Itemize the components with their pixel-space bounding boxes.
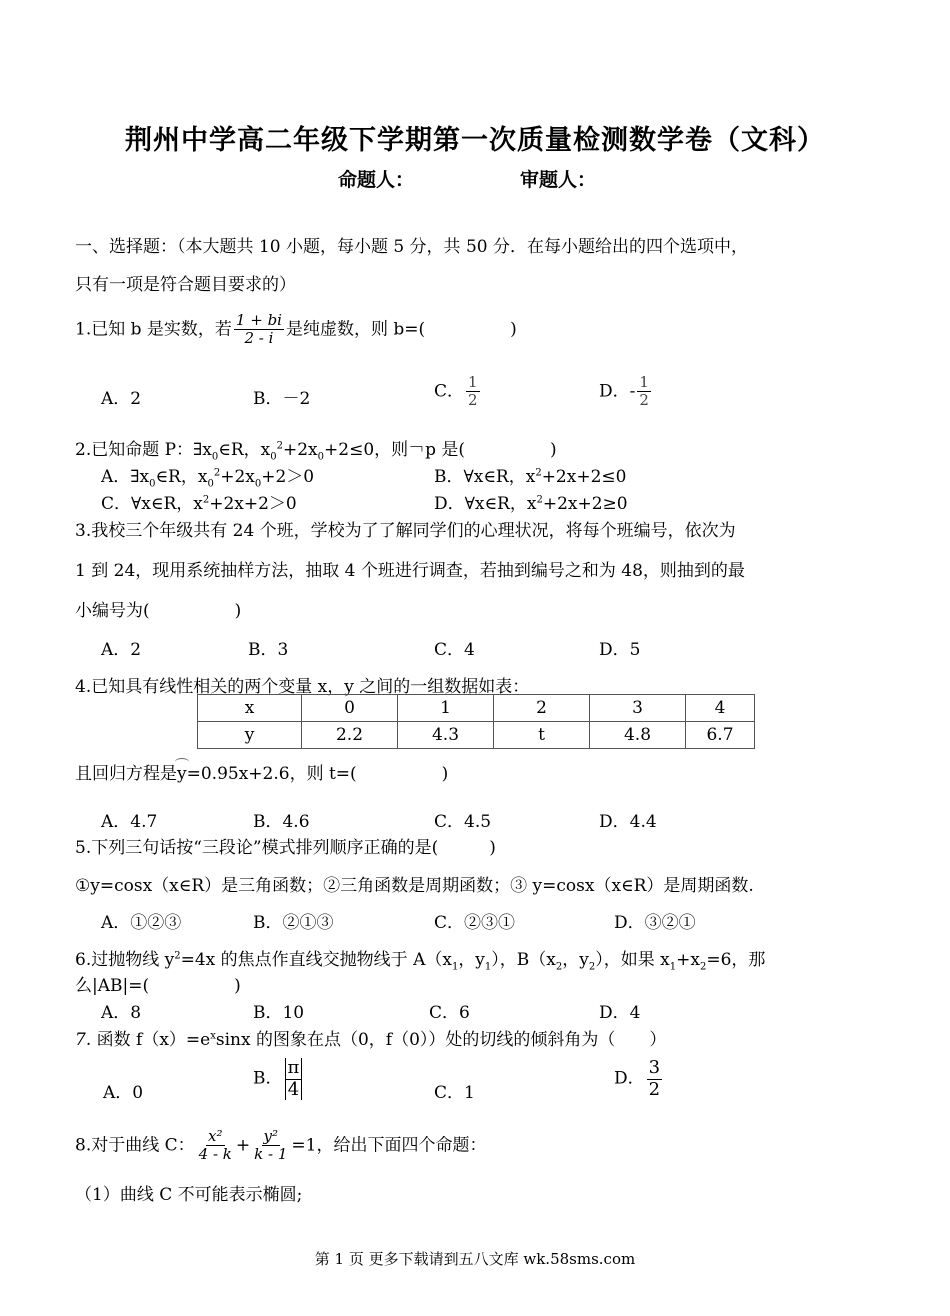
q8-pre: 8.对于曲线 C： [75,1135,195,1156]
q2-sub-0c: 0 [317,451,325,463]
q4-stem: 4.已知具有线性相关的两个变量 x，y 之间的一组数据如表： [75,677,530,697]
q8-f2-den: k - 1 [254,1145,288,1164]
q2-stem-d: +2≤0，则￢p 是( ) [324,440,557,460]
q6-sub2: 2 [555,961,563,973]
table-cell: x [198,695,302,722]
q1-stem-post: 是纯虚数，则 b=( ) [285,319,517,340]
q2-a1: A．∃x [101,467,150,487]
q4-data-table [197,694,755,749]
q1-d-num: 1 [639,373,649,391]
q2-d1: D．∀x∈R，x [434,494,537,514]
table-cell: 2 [494,695,590,722]
q1-frac-den: 2 - i [244,329,274,348]
q7-option-d [614,1058,664,1100]
q7-option-b [253,1058,304,1100]
table-cell: 2.2 [302,722,398,749]
q7-b-num: π [287,1057,300,1078]
q7-sup-x: x [210,1030,216,1042]
q2-stem-a: 2.已知命题 P：∃x [75,440,212,460]
q7-d-den: 2 [648,1078,661,1100]
q8-post: =1，给出下面四个命题： [291,1135,487,1156]
q1-option-b: B．－2 [253,389,311,409]
section-heading-line1: 一、选择题：（本大题共 10 小题，每小题 5 分，共 50 分．在每小题给出的四个选项中， [75,237,749,257]
q6-line1 [75,945,765,972]
q8-stem [75,1128,486,1164]
author-label: 命题人： [338,169,415,191]
q2-d-sup: 2 [536,494,543,506]
q2-stem-c: +2x [282,440,318,460]
q7-d-label: D． [614,1068,645,1089]
exam-title: 荆州中学高二年级下学期第一次质量检测数学卷（文科） [125,125,825,156]
q6-sub2c: 2 [699,961,707,973]
q3-option-a: A．2 [101,640,142,660]
q6-option-c: C．6 [429,1003,470,1023]
q6-option-d: D．4 [599,1003,641,1023]
q7-option-c: C．1 [434,1083,475,1103]
q2-b1: B．∀x∈R，x [434,467,536,487]
q6-t2: =4x 的焦点作直线交抛物线于 A（x [180,950,452,970]
q5-stem: 5.下列三句话按“三段论”模式排列顺序正确的是( ) [75,838,496,858]
q3-line1: 3.我校三个年级共有 24 个班，学校为了了解同学们的心理状况，将每个班编号，依次为 [75,521,736,541]
q7-stem [75,1025,666,1050]
q2-sub-0: 0 [211,451,219,463]
q2-a-sub2: 0 [207,478,214,490]
q1-option-d [599,374,653,410]
q2-option-b [434,462,626,487]
q8-f1-den: 4 - k [198,1145,232,1164]
q2-c1: C．∀x∈R，x [101,494,203,514]
q4-option-c: C．4.5 [434,812,492,832]
q2-option-a [101,462,314,489]
q2-d2: +2x+2≥0 [542,494,628,514]
table-cell: 4.8 [590,722,686,749]
q2-b2: +2x+2≤0 [541,467,627,487]
q6-line2: 么|AB|=( ) [75,976,241,996]
q8-f1-num: x² [208,1127,223,1145]
table-cell: 4.3 [398,722,494,749]
table-row [198,722,755,749]
q6-option-a: A．8 [101,1003,142,1023]
q4-option-d: D．4.4 [599,812,657,832]
q2-c2: +2x+2＞0 [209,494,297,514]
q1-fraction [234,312,284,348]
q1-option-d-frac [637,374,651,410]
question-2 [75,435,557,462]
q6-t6: ），如果 x [595,950,670,970]
q1-option-c [434,374,482,410]
q6-sub1c: 1 [669,961,677,973]
q3-option-d: D．5 [599,640,641,660]
q2-sub-0b: 0 [270,451,277,463]
q5-option-a: A．①②③ [101,913,182,933]
q6-sup: 2 [174,950,181,962]
q1-c-num: 1 [468,373,478,391]
q6-sub2b: 2 [588,961,596,973]
table-row [198,695,755,722]
q2-a-sub: 0 [149,478,156,490]
q6-t4: ），B（x [491,950,556,970]
q2-a4: +2＞0 [261,467,315,487]
q7-d-num: 3 [648,1057,661,1078]
q2-a-sub3: 0 [254,478,262,490]
q3-line2: 1 到 24，现用系统抽样方法，抽取 4 个班进行调查，若抽到编号之和为 48，则抽到的最 [75,561,745,581]
q8-frac2 [252,1128,289,1164]
q5-option-b: B．②①③ [253,913,334,933]
q6-t1: 6.过抛物线 y [75,950,175,970]
q7-b-den: 4 [287,1078,300,1100]
q1-option-a: A．2 [101,389,142,409]
q3-option-c: C．4 [434,640,475,660]
q2-sup-2: 2 [276,440,283,452]
q7-number: 7. [75,1030,92,1050]
table-cell: t [494,722,590,749]
q6-option-b: B．10 [253,1003,305,1023]
q1-option-d-label: D．- [599,381,636,402]
q6-sub1: 1 [451,961,459,973]
q7-t1: 函数 f（x）=e [91,1030,211,1050]
table-cell: y [198,722,302,749]
q1-d-den: 2 [639,391,649,410]
q1-stem-pre: 1.已知 b 是实数，若 [75,319,232,340]
q8-item1: （1）曲线 C 不可能表示椭圆; [75,1185,303,1205]
q5-option-d: D．③②① [614,913,696,933]
page-footer: 第 1 页 更多下载请到五八文库 wk.58sms.com [314,1250,636,1268]
q7-b-frac [285,1058,303,1100]
q3-line3: 小编号为( ) [75,601,242,621]
q4-reg-post: =0.95x+2.6，则 t=( ) [186,764,449,784]
q1-frac-num: 1 + bi [235,311,282,329]
q2-b-sup: 2 [535,467,542,479]
q1-c-den: 2 [468,391,478,410]
q1-option-c-frac [466,374,480,410]
q7-option-a: A．0 [103,1083,144,1103]
q4-reg-yhat: y [177,764,187,784]
table-cell: 1 [398,695,494,722]
q7-d-frac [647,1058,662,1100]
q8-f2-num: y² [263,1127,279,1145]
q2-option-d [434,489,628,514]
q8-plus: + [235,1135,251,1156]
q3-option-b: B．3 [248,640,289,660]
table-cell: 0 [302,695,398,722]
q2-option-c [101,489,297,514]
q7-t2: sinx 的图象在点（0，f（0））处的切线的倾斜角为（ ） [215,1030,667,1050]
table-cell: 6.7 [686,722,755,749]
q4-regression-line [75,759,448,784]
table-cell: 4 [686,695,755,722]
q2-c-sup: 2 [202,494,210,506]
table-cell: 3 [590,695,686,722]
q6-t8: =6，那 [706,950,766,970]
question-1 [75,312,517,348]
q5-option-c: C．②③① [434,913,516,933]
q1-option-c-label: C． [434,381,465,402]
q8-frac1 [197,1128,234,1164]
q6-t5: ，y [562,950,589,970]
q6-sub1b: 1 [484,961,492,973]
q5-statements: ①y=cosx（x∈R）是三角函数；②三角函数是周期函数；③ y=cosx（x∈R）是周期函数. [75,876,754,896]
q6-t7: +x [676,950,700,970]
q2-a2: ∈R，x [155,467,208,487]
q2-stem-b: ∈R，x [218,440,271,460]
reviewer-label: 审题人： [520,169,597,191]
q6-t3: ，y [458,950,485,970]
q2-a3: +2x [220,467,255,487]
q4-option-a: A．4.7 [101,812,158,832]
q7-b-label: B． [253,1068,283,1089]
q2-a-sup: 2 [213,467,221,479]
q4-option-b: B．4.6 [253,812,310,832]
q4-reg-pre: 且回归方程是 [75,764,177,784]
section-heading-line2: 只有一项是符合题目要求的） [75,275,296,295]
